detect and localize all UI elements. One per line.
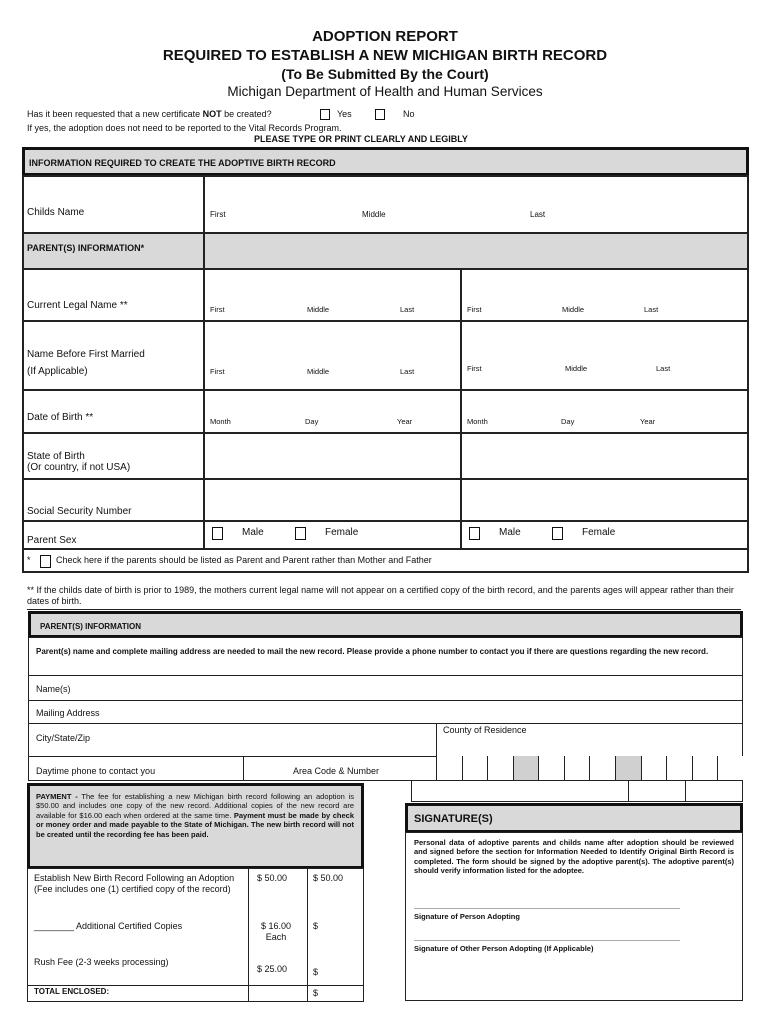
fee-row-amount[interactable]: $ xyxy=(313,921,319,931)
phone-digit-boxes xyxy=(436,756,743,781)
divider xyxy=(27,609,741,610)
parent-and-parent-label: Check here if the parents should be listed as Parent and Parent rather than Mother and Father xyxy=(56,555,432,565)
section2-intro: Parent(s) name and complete mailing address are needed to mail the new record. Please provide a phone number to contact you if there are questions regarding the new record. xyxy=(36,647,709,656)
county-label: County of Residence xyxy=(443,725,527,735)
section2-header-label: PARENT(S) INFORMATION xyxy=(40,622,142,631)
parent1-ssn-field[interactable] xyxy=(205,480,459,519)
payment-box xyxy=(27,783,364,869)
phone-digit-box[interactable] xyxy=(436,756,462,781)
parent2-dob-field[interactable] xyxy=(462,391,747,431)
ssn-label: Social Security Number xyxy=(27,506,132,517)
last-label: Last xyxy=(656,364,671,373)
extra-row xyxy=(411,780,743,802)
col-divider xyxy=(243,756,244,781)
last-label: Last xyxy=(644,305,659,314)
fee-row-amount[interactable]: $ xyxy=(313,967,319,977)
childs-name-field[interactable] xyxy=(205,177,747,231)
year-label: Year xyxy=(397,417,413,426)
childs-name-label: Childs Name xyxy=(27,207,85,218)
phone-digit-box[interactable] xyxy=(692,756,718,781)
dob-label: Date of Birth ** xyxy=(27,412,94,423)
phone-digit-box[interactable] xyxy=(538,756,564,781)
first-label: First xyxy=(467,364,482,373)
city-state-zip-field[interactable] xyxy=(110,725,434,755)
first-label: First xyxy=(210,305,225,314)
row-line xyxy=(27,985,364,986)
payment-text xyxy=(36,792,354,839)
fee-row-desc: ________ Additional Certified Copies xyxy=(34,921,183,931)
signature-header xyxy=(405,803,743,833)
yes-note: If yes, the adoption does not need to be reported to the Vital Records Program. xyxy=(27,123,342,133)
yes-label: Yes xyxy=(337,109,352,119)
phone-digit-box[interactable] xyxy=(666,756,692,781)
signature-2-label: Signature of Other Person Adopting (If Applicable) xyxy=(414,944,594,953)
signature-line-1[interactable] xyxy=(414,908,680,909)
parent-sex-label: Parent Sex xyxy=(27,535,77,546)
no-label: No xyxy=(403,109,415,119)
parent2-maiden-name-field[interactable] xyxy=(462,322,747,388)
fee-row-desc: Rush Fee (2-3 weeks processing) xyxy=(34,957,169,967)
section1-header-label: INFORMATION REQUIRED TO CREATE THE ADOPTIVE BIRTH RECORD xyxy=(29,158,336,168)
section2-header xyxy=(28,611,743,638)
signature-header-label: SIGNATURE(S) xyxy=(414,813,493,825)
q-bold: NOT xyxy=(202,109,222,119)
parent2-female-checkbox[interactable] xyxy=(552,527,563,540)
signature-line-2[interactable] xyxy=(414,940,680,941)
parent2-male-checkbox[interactable] xyxy=(469,527,480,540)
fee-row-desc: Establish New Birth Record Following an Adoption (Fee includes one (1) certified copy of the record) xyxy=(34,873,235,895)
q-post: be created? xyxy=(221,109,272,119)
state-of-birth-label: State of Birth xyxy=(27,451,85,462)
q-pre: Has it been requested that a new certificate xyxy=(27,109,203,119)
signature-1-label: Signature of Person Adopting xyxy=(414,912,520,921)
fee-row-fee: $ 50.00 xyxy=(257,873,288,883)
yes-checkbox[interactable] xyxy=(320,109,330,120)
phone-digit-box[interactable] xyxy=(589,756,615,781)
not-created-question xyxy=(27,109,272,119)
phone-label: Daytime phone to contact you xyxy=(36,766,156,776)
middle-label: Middle xyxy=(565,364,588,373)
payment-label: PAYMENT - xyxy=(36,792,78,801)
dob-footnote: ** If the childs date of birth is prior to 1989, the mothers current legal name will not appear on a certified copy of the birth record, and the parents ages will appear rather than their dates of birth. xyxy=(27,585,734,607)
parents-info-label: PARENT(S) INFORMATION* xyxy=(27,243,145,253)
col-divider xyxy=(248,868,249,1002)
female-label: Female xyxy=(582,527,616,538)
mailing-address-field[interactable] xyxy=(110,702,740,722)
parent1-female-checkbox[interactable] xyxy=(295,527,306,540)
section1-header xyxy=(22,147,749,176)
current-legal-name-label: Current Legal Name ** xyxy=(27,300,128,311)
parent2-legal-name-field[interactable] xyxy=(462,270,747,319)
parent-and-parent-checkbox[interactable] xyxy=(40,555,51,568)
parent2-ssn-field[interactable] xyxy=(462,480,747,519)
submitted-by: (To Be Submitted By the Court) xyxy=(281,66,489,82)
phone-digit-box[interactable] xyxy=(462,756,488,781)
country-note: (Or country, if not USA) xyxy=(27,462,131,473)
middle-label: Middle xyxy=(307,367,330,376)
day-label: Day xyxy=(561,417,575,426)
parent1-male-checkbox[interactable] xyxy=(212,527,223,540)
fee-row-fee: $ 25.00 xyxy=(257,964,288,974)
last-label: Last xyxy=(530,210,546,219)
names-label: Name(s) xyxy=(36,684,71,694)
no-checkbox[interactable] xyxy=(375,109,385,120)
row-line xyxy=(22,548,749,550)
area-code-label: Area Code & Number xyxy=(293,766,380,776)
total-label: TOTAL ENCLOSED: xyxy=(34,987,110,996)
print-instruction: PLEASE TYPE OR PRINT CLEARLY AND LEGIBLY xyxy=(254,134,468,144)
signature-text: Personal data of adoptive parents and childs name after adoption should be reviewed and signed before the section for Information Needed to Identify Original Birth Record is completed. The form should be signed by the adoptive parent(s). The adoptive parent(s) should verify information listed for the adoptee. xyxy=(414,838,734,876)
row-line xyxy=(22,520,749,522)
first-label: First xyxy=(467,305,482,314)
if-applicable-label: (If Applicable) xyxy=(27,366,88,377)
first-label: First xyxy=(210,367,225,376)
form-title: ADOPTION REPORT xyxy=(312,28,458,45)
department: Michigan Department of Health and Human Services xyxy=(227,84,543,99)
col-divider xyxy=(628,780,629,802)
col-divider xyxy=(436,723,437,756)
female-label: Female xyxy=(325,527,359,538)
year-label: Year xyxy=(640,417,656,426)
fee-row-amount: $ 50.00 xyxy=(313,873,344,883)
row-line xyxy=(28,700,743,701)
city-state-zip-label: City/State/Zip xyxy=(36,733,91,743)
parent2-state-field[interactable] xyxy=(462,434,747,477)
month-label: Month xyxy=(210,417,231,426)
month-label: Month xyxy=(467,417,488,426)
row-line xyxy=(22,232,749,234)
parent1-dob-field[interactable] xyxy=(205,391,459,431)
col-divider xyxy=(685,780,686,802)
phone-separator-box xyxy=(513,756,539,781)
last-label: Last xyxy=(400,367,415,376)
phone-digit-box[interactable] xyxy=(487,756,513,781)
male-label: Male xyxy=(499,527,521,538)
middle-label: Middle xyxy=(307,305,330,314)
name-before-married-label: Name Before First Married xyxy=(27,349,145,360)
middle-label: Middle xyxy=(362,210,386,219)
phone-digit-box[interactable] xyxy=(641,756,667,781)
total-amount[interactable]: $ xyxy=(313,988,319,998)
row-line xyxy=(28,675,743,676)
parent1-legal-name-field[interactable] xyxy=(205,270,459,319)
middle-label: Middle xyxy=(562,305,585,314)
parent1-state-field[interactable] xyxy=(205,434,459,477)
phone-digit-box[interactable] xyxy=(564,756,590,781)
mailing-address-label: Mailing Address xyxy=(36,708,100,718)
payment-text1: The fee for establishing a new Michigan birth record following an adoption is $50.00 and includes one copy of the new record. Additional copies of the new record are available for $16.00 each when ordered at the same time. xyxy=(36,792,354,820)
first-label: First xyxy=(210,210,226,219)
names-field[interactable] xyxy=(80,677,740,699)
row-line xyxy=(28,723,743,724)
day-label: Day xyxy=(305,417,319,426)
male-label: Male xyxy=(242,527,264,538)
fee-row-fee: $ 16.00 Each xyxy=(260,921,292,943)
form-subtitle: REQUIRED TO ESTABLISH A NEW MICHIGAN BIRTH RECORD xyxy=(162,47,608,64)
col-divider xyxy=(307,868,308,1002)
last-label: Last xyxy=(400,305,415,314)
asterisk: * xyxy=(27,555,31,565)
county-field[interactable] xyxy=(438,738,740,755)
phone-digit-box[interactable] xyxy=(717,756,743,781)
parent1-maiden-name-field[interactable] xyxy=(205,322,459,388)
payment-text2: Payment must be made by check or money order and made payable to the State of Michigan. The new birth record will not be created until the recording fee has been paid. xyxy=(36,810,355,839)
phone-separator-box xyxy=(615,756,641,781)
